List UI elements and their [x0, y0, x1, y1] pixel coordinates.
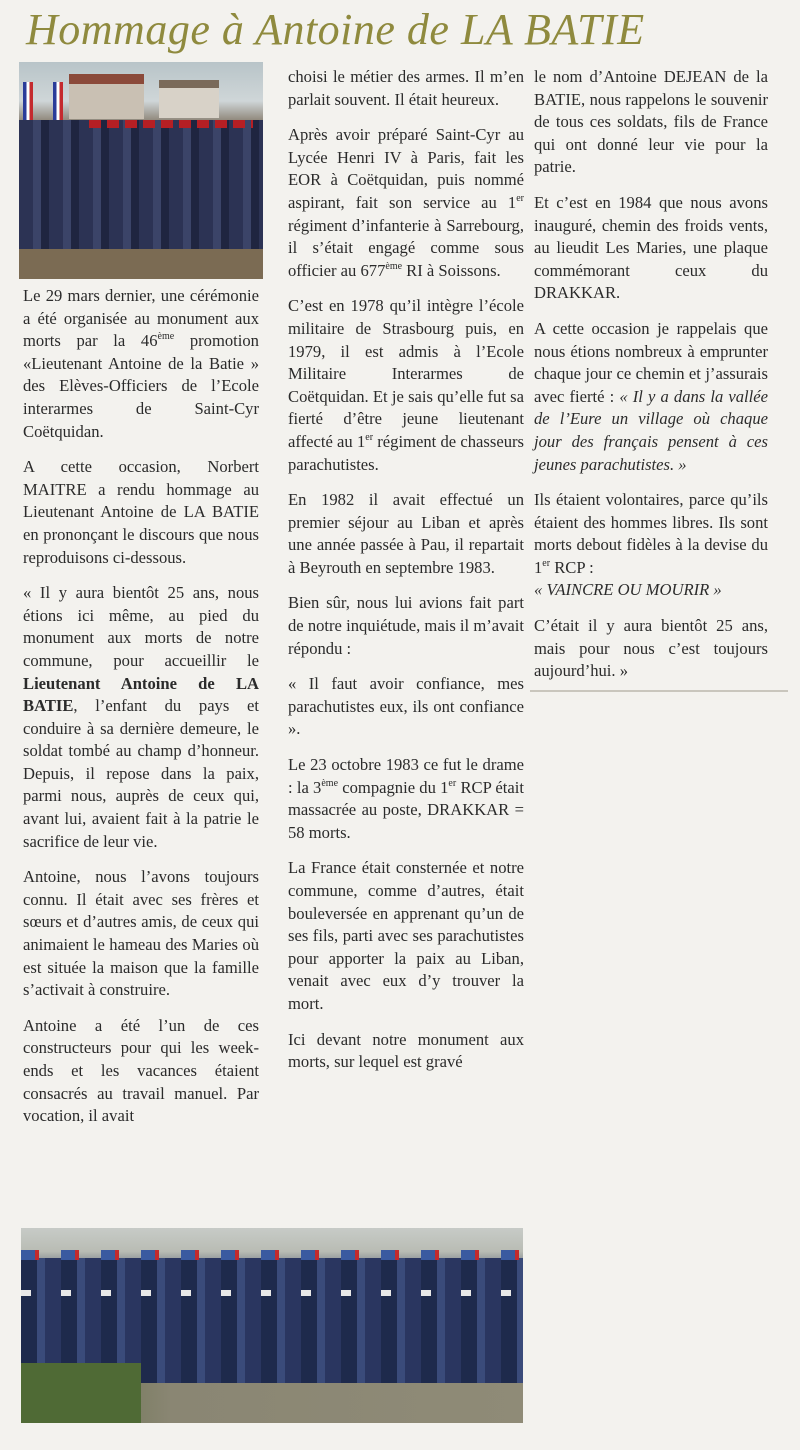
column-divider [530, 690, 788, 692]
paragraph: A cette occasion je rappelais que nous étions nombreux à emprunter chaque jour ce chemin et j’assurais avec fierté : « Il y a dans la vallée de l’Eure un village où chaque jour des français pensent à ces jeunes parachutistes. » [534, 318, 769, 474]
paragraph: Antoine a été l’un de ces constructeurs pour qui les week-ends et les vacances étaient consacrés au travail manuel. Par vocation, il avait [23, 1015, 259, 1126]
paragraph: Et c’est en 1984 que nous avons inauguré, chemin des froids vents, au lieudit Les Maries, une plaque commémorant ceux du DRAKKAR. [534, 192, 768, 303]
paragraph: C’est en 1978 qu’il intègre l’école militaire de Strasbourg puis, en 1979, il est admis à l’Ecole Militaire Interarmes de Coëtquidan. Et je sais qu’elle fut sa fierté d’être jeune lieutenant affecté au 1er régiment de chasseurs parachutistes. [288, 296, 524, 474]
parade-photo [21, 1228, 523, 1423]
paragraph: La France était consternée et notre commune, comme d’autres, était bouleversée en apprenant qu’un de ses fils, parti avec ses parachutistes pour apporter la paix au Liban, venait avec eux d’y trouver la mort. [288, 858, 524, 1013]
photo-house [69, 74, 144, 119]
paragraph: C’était il y aura bientôt 25 ans, mais pour nous c’est toujours aujourd’hui. » [534, 616, 768, 681]
paragraph: A cette occasion, Norbert MAITRE a rendu hommage au Lieutenant Antoine de LA BATIE en prononçant le discours que nous reproduisons ci-dessous. [23, 457, 259, 567]
column-1 [23, 62, 259, 1141]
paragraph: En 1982 il avait effectué un premier séjour au Liban et après une année passée à Pau, il repartait à Beyrouth en septembre 1983. [288, 490, 524, 577]
photo-white-belts [21, 1290, 523, 1296]
photo-kepis [21, 1250, 523, 1260]
paragraph: Antoine, nous l’avons toujours connu. Il était avec ses frères et sœurs et d’autres amis, de ceux qui animaient le hameau des Maries où est située la maison que la famille s’activait à construire. [23, 867, 259, 1000]
page-title: Hommage à Antoine de LA BATIE [26, 5, 645, 54]
ceremony-photo [19, 62, 263, 279]
paragraph: Ici devant notre monument aux morts, sur lequel est gravé [288, 1029, 524, 1072]
photo-ground [19, 249, 263, 279]
paragraph: choisi le métier des armes. Il m’en parlait souvent. Il était heureux. [288, 67, 524, 109]
photo-grass [21, 1363, 141, 1423]
paragraph: « Il faut avoir confiance, mes parachutistes eux, ils ont confiance ». [288, 674, 524, 739]
paragraph: le nom d’Antoine DEJEAN de la BATIE, nous rappelons le souvenir de tous ces soldats, fils de France qui ont donné leur vie pour la patrie. [534, 67, 768, 177]
paragraph: Après avoir préparé Saint-Cyr au Lycée Henri IV à Paris, fait les EOR à Coëtquidan, puis nommé aspirant, fait son service au 1er régiment d’infanterie à Sarrebourg, il s’était engagé comme sous officier au 677ème RI à Soissons. [288, 125, 524, 280]
paragraph: Le 29 mars dernier, une cérémonie a été organisée au monument aux morts par la 46ème promotion «Lieutenant Antoine de la Batie » des Elèves-Officiers de l’Ecole interarmes de Saint-Cyr Coëtquidan. [23, 286, 259, 441]
column-2 [288, 66, 524, 1087]
paragraph: Ils étaient volontaires, parce qu’ils étaient des hommes libres. Ils sont morts debout fidèles à la devise du 1er RCP : « VAINCRE OU MOURIR » [534, 490, 768, 600]
paragraph: Le 23 octobre 1983 ce fut le drame : la 3ème compagnie du 1er RCP était massacrée au poste, DRAKKAR = 58 morts. [288, 755, 524, 842]
photo-berets [89, 120, 253, 128]
column-3 [534, 66, 768, 696]
photo-crowd [19, 120, 263, 270]
paragraph: « Il y aura bientôt 25 ans, nous étions ici même, au pied du monument aux morts de notre commune, pour accueillir le Lieutenant Antoine de LA BATIE, l’enfant du pays et conduire à sa dernière demeure, le soldat tombé au champ d’honneur. Depuis, il repose dans la paix, parmi nous, auprès de ceux qui, avant lui, avaient fait à la patrie le sacrifice de leur vie. [23, 583, 259, 851]
photo-house-2 [159, 80, 219, 118]
paragraph: Bien sûr, nous lui avions fait part de notre inquiétude, mais il m’avait répondu : [288, 593, 524, 658]
